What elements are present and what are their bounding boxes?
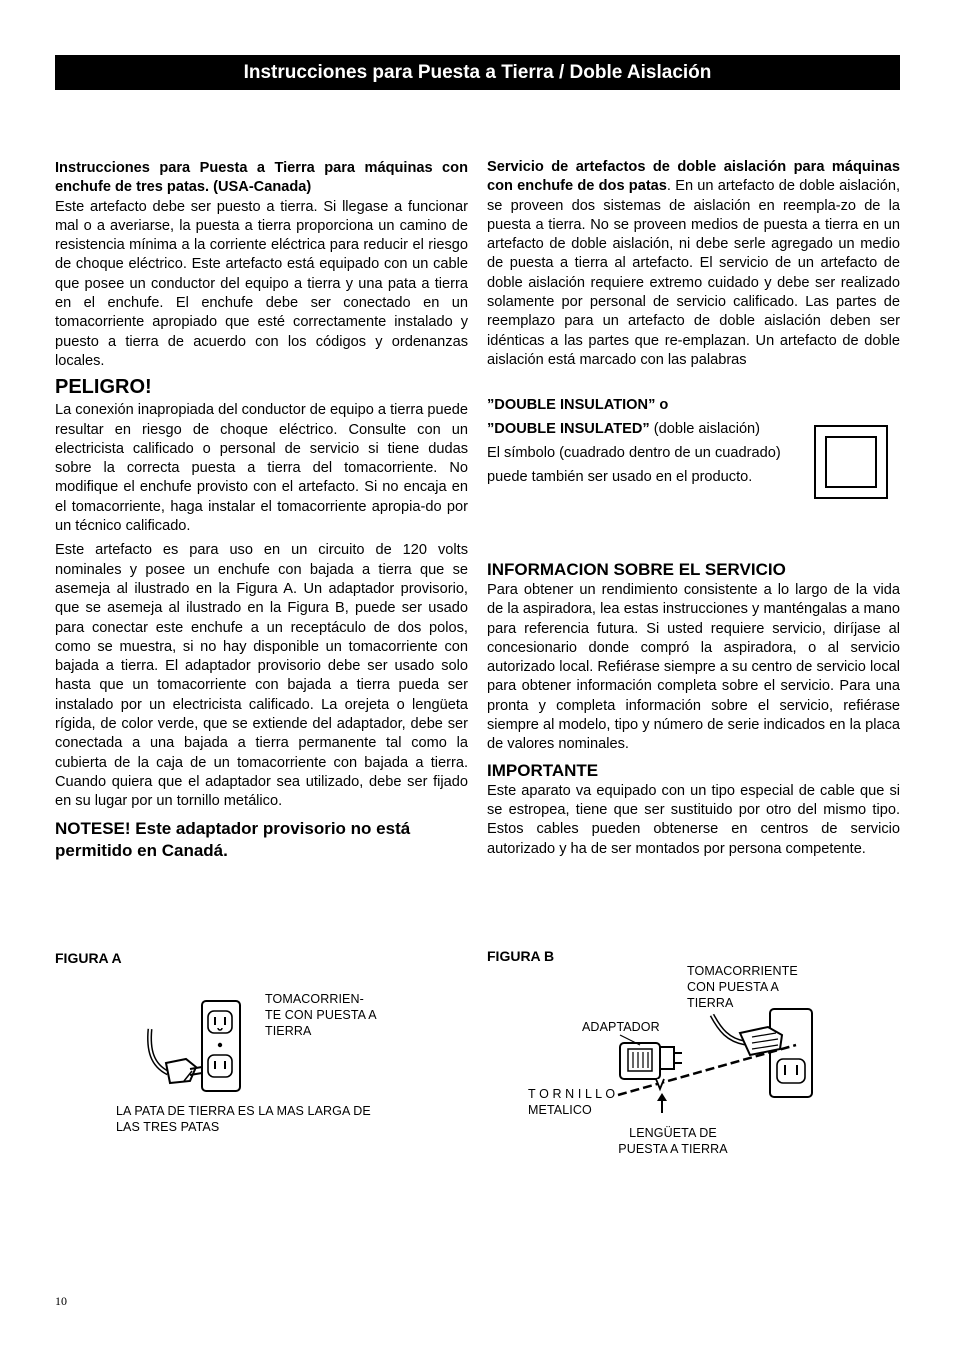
symbol-line-2: puede también ser usado en el producto. — [487, 469, 753, 485]
figure-b-screw-label-line-2: METALICO — [528, 1103, 592, 1117]
service-body: Para obtener un rendimiento consistente a lo largo de la vida de la aspiradora, lea estas instrucciones y manténgalas a mano para referencia futura. Si usted requiere servicio, diríjase al concesionario donde compró la aspiradora, o al servicio autorizado local. Refiérase siempre a su centro de servicio local para obtener información completa sobre el servicio. Para una pronta y completa información sobre el servicio, refiérase siempre al modelo, tipo y número de serie indicados en la placa de valores nominales. — [487, 582, 900, 753]
right-column-top — [487, 158, 900, 370]
double-insulated-line-2: ”DOUBLE INSULATED” — [487, 421, 650, 437]
figure-b-outlet-label-line-2: CON PUESTA A — [687, 980, 779, 994]
figure-b-outlet-label — [687, 963, 817, 1011]
figure-a-outlet-label-line-1: TOMACORRIEN- — [265, 992, 364, 1006]
left-column — [55, 159, 468, 862]
page-title: Instrucciones para Puesta a Tierra / Doble Aislación — [243, 62, 712, 83]
canada-note: NOTESE! Este adaptador provisorio no está permitido en Canadá. — [55, 818, 411, 860]
grounding-heading: Instrucciones para Puesta a Tierra para máquinas con enchufe de tres patas. (USA-Canada) — [55, 160, 468, 196]
important-body: Este aparato va equipado con un tipo especial de cable que si se estropea, tiene que ser sustituido por otro del mismo tipo. Estos cables pueden obtenerse en centros de servicio autorizado y ha de ser montados por persona competente. — [487, 782, 900, 857]
figure-b-tab-label-line-2: PUESTA A TIERRA — [618, 1142, 728, 1156]
figure-b-outlet-label-line-1: TOMACORRIENTE — [687, 964, 798, 978]
service-heading: INFORMACION SOBRE EL SERVICIO — [487, 560, 786, 579]
figure-a-outlet-label-line-3: TIERRA — [265, 1024, 312, 1038]
figure-b-outlet-label-line-3: TIERRA — [687, 996, 734, 1010]
figure-b-tab-label-line-1: LENGÜETA DE — [629, 1126, 717, 1140]
figure-a-outlet-label-line-2: TE CON PUESTA A — [265, 1008, 377, 1022]
double-insulation-line-1: ”DOUBLE INSULATION” o — [487, 397, 669, 413]
figure-a-caption-line-1: LA PATA DE TIERRA ES LA MAS LARGA DE — [116, 1104, 371, 1118]
figure-a-outlet-label — [265, 991, 385, 1039]
figure-a-label: FIGURA A — [55, 950, 122, 966]
important-heading: IMPORTANTE — [487, 760, 599, 780]
double-insulated-suffix: (doble aislación) — [653, 421, 761, 437]
page-number: 10 — [55, 1294, 67, 1308]
adapter-body: Este artefacto es para uso en un circuito de 120 volts nominales y posee un enchufe con bajada a tierra que se asemeja al ilustrado en la Figura A. Un adaptador provisorio, que se asemeja al ilustrado en la Figura B, puede ser usado para conectar este enchufe a un receptáculo de dos polos, como se muestra, si no hay disponible un tomacorriente con bajada a tierra. El adaptador provisorio debe ser usado solo hasta que un tomacorriente con bajada a tierra pueda ser instalado por un electricista calificado. La orejeta o lengüeta rígida, de color verde, que se extiende del adaptador, debe ser conectada a una bajada a tierra permanente tal como la cubierta de la caja de un tomacorriente con bajada a tierra. Cuando quiera que el adaptador sea utilizado, debe ser fijado en su lugar por un tornillo metálico. — [55, 542, 468, 810]
page-title-banner — [55, 55, 900, 90]
figure-a-caption — [116, 1103, 406, 1135]
figure-a-caption-line-2: LAS TRES PATAS — [116, 1120, 220, 1134]
double-insulation-body: . En un artefacto de doble aislación, se proveen dos sistemas de aislación en reempla-zo de la puesta a tierra. No se proveen medios de puesta a tierra en un artefacto de doble aislación, ni debe serle agregado un medio de puesta a tierra al artefacto. El servicio de un artefacto de doble aislación requiere extremo cuidado y debe ser realizado solamente por personal de servicio calificado. Las partes de reemplazo para un artefacto de doble aislación deben ser idénticas a las partes que re-emplazan. Un artefacto de doble aislación está marcado con las palabras — [487, 178, 900, 368]
right-column-bottom — [487, 560, 900, 859]
figure-b-adapter-label: ADAPTADOR — [582, 1020, 660, 1034]
figure-b-tab-label — [598, 1125, 748, 1157]
grounding-body: Este artefacto debe ser puesto a tierra. Si llegase a funcionar mal o a averiarse, la puesta a tierra proporciona un camino de resistencia mínima a la corriente eléctrica para reducir el riesgo de choque eléctrico. Este artefacto está equipado con un cable que posee un conductor del equipo a tierra y una pata a tierra en el enchufe. El enchufe debe ser conectado en un tomacorriente apropiado que esté correctamente instalado y puesto a tierra de acuerdo con los códigos y ordenanzas locales. — [55, 198, 468, 369]
symbol-line-1: El símbolo (cuadrado dentro de un cuadrado) — [487, 445, 781, 461]
figure-a-illustration — [140, 995, 260, 1095]
danger-body: La conexión inapropiada del conductor de equipo a tierra puede resultar en riesgo de choque eléctrico. Consulte con un electricista calificado o personal de servicio si tiene dudas sobre la correcta puesta a tierra del tomacorriente. No modifique el enchufe provisto con el artefacto. Si no encaja en el tomacorriente, haga instalar el tomacorriente apropia-do por un técnico calificado. — [55, 402, 468, 535]
double-insulation-symbol-icon — [814, 425, 889, 500]
danger-heading: PELIGRO! — [55, 376, 152, 399]
figure-b-label: FIGURA B — [487, 948, 555, 964]
double-insulation-marking — [487, 393, 817, 489]
figure-b-illustration — [600, 1005, 820, 1120]
double-insulation-heading: Servicio de artefactos de doble aislación para máquinas con enchufe de dos patas — [487, 159, 900, 195]
figure-b-screw-label-line-1: T O R N I L L O — [528, 1087, 616, 1101]
